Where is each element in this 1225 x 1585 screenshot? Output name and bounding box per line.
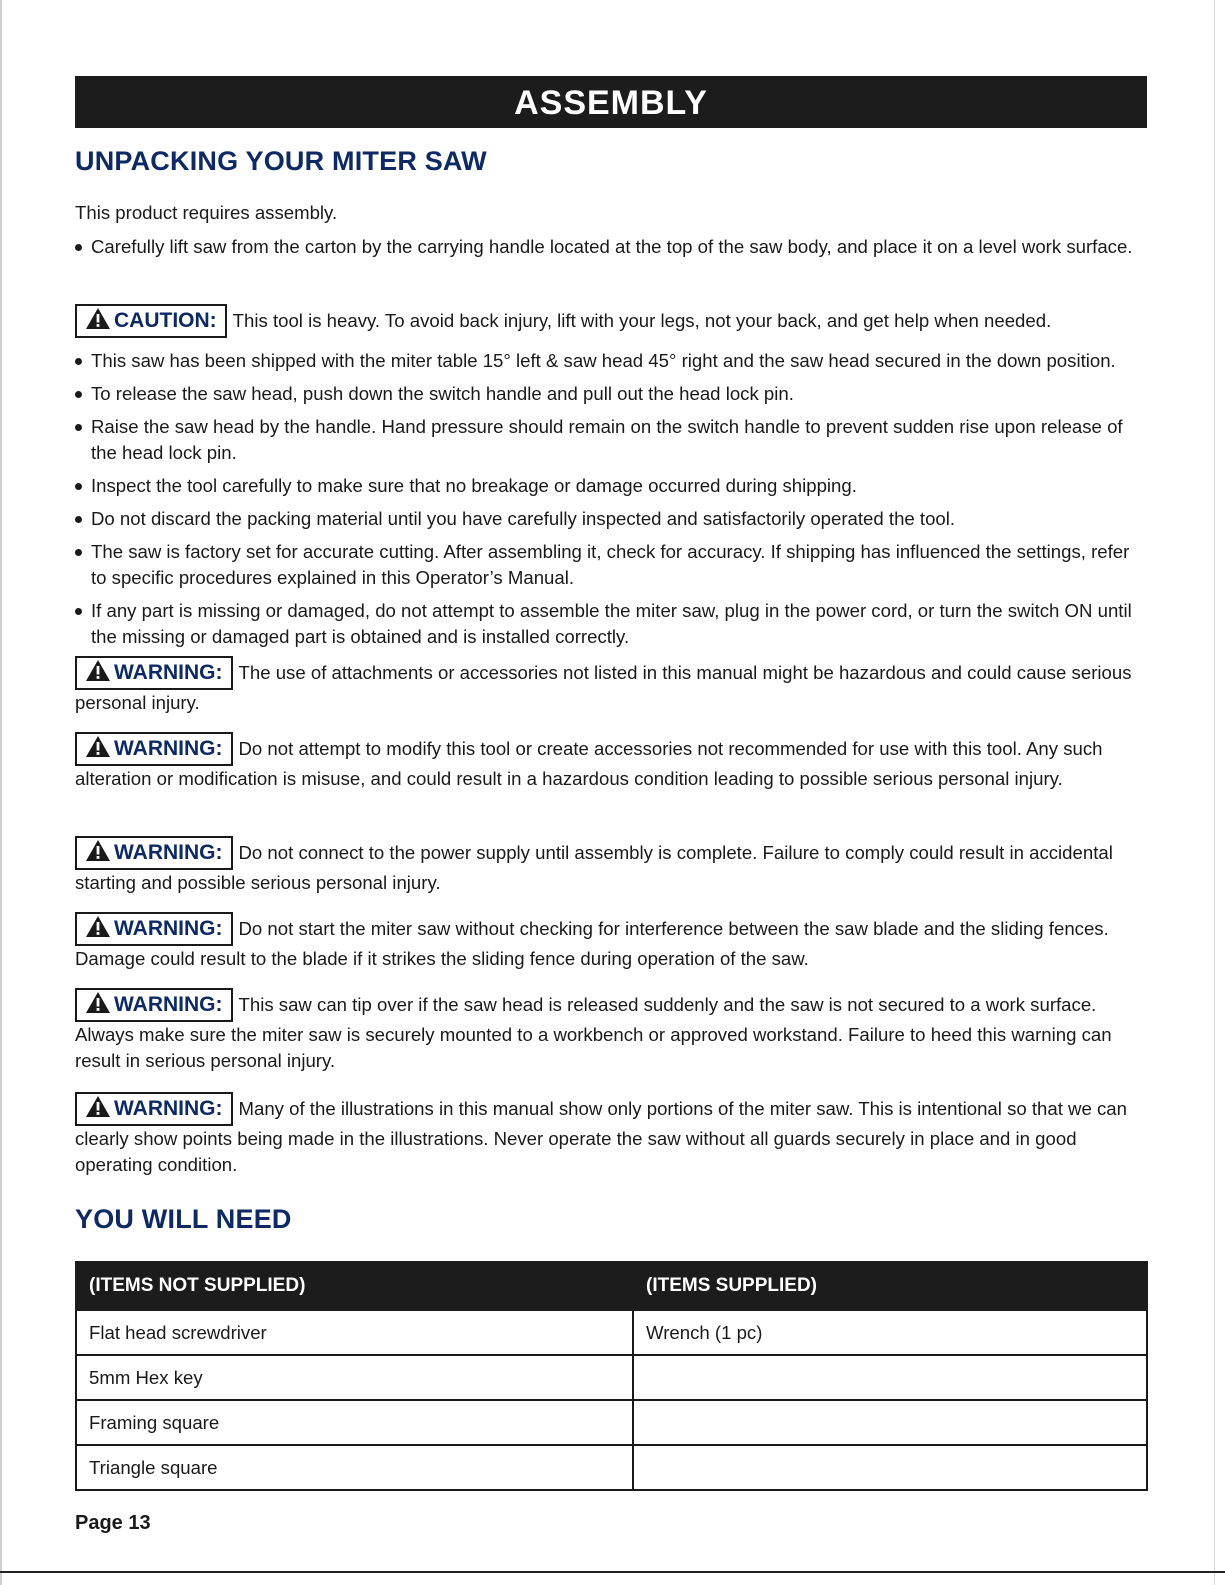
warning-text: Do not attempt to modify this tool or create accessories not recommended for use with this tool. Any such alteration or modification is misuse, and could result in a hazardous condition leading to possible serious personal injury. (75, 738, 1103, 789)
you-will-need-title: YOU WILL NEED (75, 1204, 292, 1234)
warning-label: WARNING: (114, 841, 223, 864)
table-row (76, 1355, 1147, 1400)
warning-notice (75, 836, 1147, 896)
warning-badge (75, 836, 233, 870)
warning-notice (75, 912, 1147, 972)
table-row (76, 1400, 1147, 1445)
unpacking-first-bullet (75, 234, 1147, 267)
table-cell: Wrench (1 pc) (633, 1310, 1147, 1355)
list-item: Raise the saw head by the handle. Hand pressure should remain on the switch handle to prevent sudden rise upon release of the head lock pin. (75, 414, 1147, 466)
warning-text: Many of the illustrations in this manual show only portions of the miter saw. This is intentional so that we can clearly show points being made in the illustrations. Never operate the saw without all guards securely in place and in good operating condition. (75, 1098, 1127, 1175)
table-cell: Flat head screwdriver (76, 1310, 633, 1355)
table-header-row (76, 1262, 1147, 1310)
table-cell (633, 1445, 1147, 1490)
warning-label: WARNING: (114, 993, 223, 1016)
table-cell: Triangle square (76, 1445, 633, 1490)
warning-label: WARNING: (114, 661, 223, 684)
table-row (76, 1445, 1147, 1490)
warning-notice (75, 988, 1147, 1074)
warning-triangle-icon (85, 735, 111, 758)
list-item: This saw has been shipped with the miter table 15° left & saw head 45° right and the saw head secured in the down position. (75, 348, 1147, 374)
warning-triangle-icon (85, 915, 111, 938)
unpacking-bullets (75, 348, 1147, 657)
warning-triangle-icon (85, 1095, 111, 1118)
unpacking-title: UNPACKING YOUR MITER SAW (75, 146, 487, 176)
table-cell: 5mm Hex key (76, 1355, 633, 1400)
caution-text: This tool is heavy. To avoid back injury, lift with your legs, not your back, and get help when needed. (232, 310, 1052, 331)
list-item: If any part is missing or damaged, do not attempt to assemble the miter saw, plug in the power cord, or turn the switch ON until the missing or damaged part is obtained and is installed correctly. (75, 598, 1147, 650)
warning-text: This saw can tip over if the saw head is released suddenly and the saw is not secured to a work surface. Always make sure the miter saw is securely mounted to a workbench or approved workstand. Failure to heed this warning can result in serious personal injury. (75, 994, 1112, 1071)
warning-notice (75, 1092, 1147, 1178)
warning-notice (75, 732, 1147, 792)
table-cell (633, 1400, 1147, 1445)
warning-badge (75, 912, 233, 946)
warning-triangle-icon (85, 839, 111, 862)
warning-triangle-icon (85, 991, 111, 1014)
page-edge (0, 0, 2, 1585)
page-bottom-rule (0, 1571, 1225, 1573)
warning-badge (75, 732, 233, 766)
page-edge-right (1214, 0, 1215, 1585)
warning-label: WARNING: (114, 917, 223, 940)
warning-label: WARNING: (114, 737, 223, 760)
list-item: To release the saw head, push down the switch handle and pull out the head lock pin. (75, 381, 1147, 407)
unpacking-intro: This product requires assembly. (75, 202, 338, 223)
warning-triangle-icon (85, 659, 111, 682)
warning-triangle-icon (85, 307, 111, 330)
warning-label: WARNING: (114, 1097, 223, 1120)
warning-text: The use of attachments or accessories not listed in this manual might be hazardous and could cause serious personal injury. (75, 662, 1132, 713)
warning-text: Do not start the miter saw without checking for interference between the saw blade and the sliding fences. Damage could result to the blade if it strikes the sliding fence during operation of the saw. (75, 918, 1109, 969)
caution-label: CAUTION: (114, 309, 217, 332)
list-item: Do not discard the packing material until you have carefully inspected and satisfactorily operated the tool. (75, 506, 1147, 532)
table-row (76, 1310, 1147, 1355)
warning-notice (75, 656, 1147, 716)
column-header-supplied: (ITEMS SUPPLIED) (633, 1262, 1147, 1310)
list-item: Inspect the tool carefully to make sure that no breakage or damage occurred during shipping. (75, 473, 1147, 499)
column-header-not-supplied: (ITEMS NOT SUPPLIED) (76, 1262, 633, 1310)
warning-badge (75, 656, 233, 690)
section-banner: ASSEMBLY (75, 76, 1147, 128)
list-item: The saw is factory set for accurate cutting. After assembling it, check for accuracy. If shipping has influenced the settings, refer to specific procedures explained in this Operator’s Manual. (75, 539, 1147, 591)
caution-badge (75, 304, 227, 338)
warning-text: Do not connect to the power supply until assembly is complete. Failure to comply could result in accidental starting and possible serious personal injury. (75, 842, 1113, 893)
list-item: Carefully lift saw from the carton by the carrying handle located at the top of the saw body, and place it on a level work surface. (75, 234, 1147, 260)
warning-badge (75, 988, 233, 1022)
page-number: Page 13 (75, 1512, 151, 1534)
table-cell (633, 1355, 1147, 1400)
table-cell: Framing square (76, 1400, 633, 1445)
warning-badge (75, 1092, 233, 1126)
tools-table (75, 1261, 1148, 1491)
caution-notice (75, 304, 1147, 338)
